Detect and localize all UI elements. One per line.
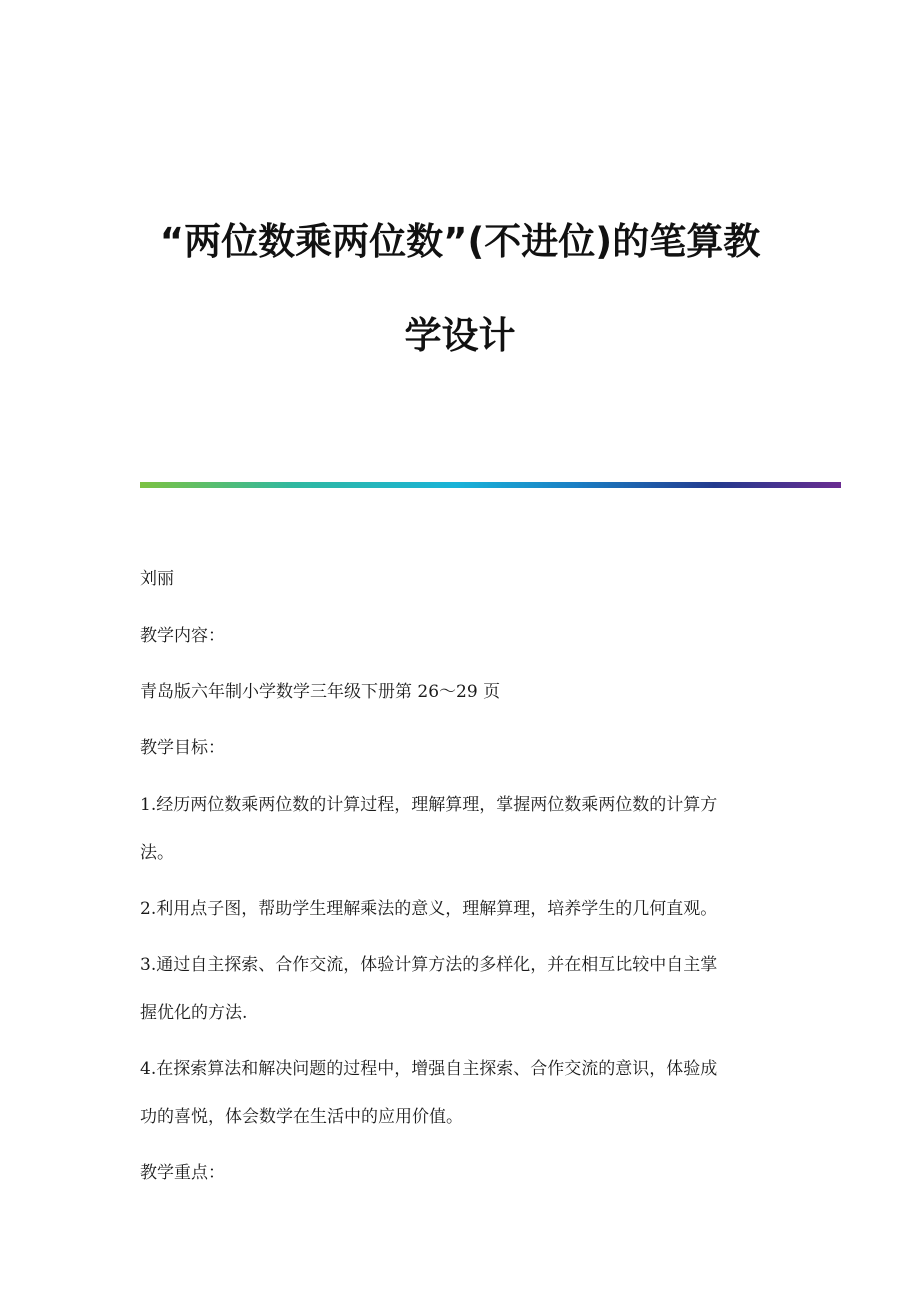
goal-3-line-2: 握优化的方法.	[140, 1003, 248, 1023]
author-name: 刘丽	[140, 569, 174, 589]
key-points-heading: 教学重点：	[140, 1163, 225, 1183]
goal-4-line-1: 4.在探索算法和解决问题的过程中，增强自主探索、合作交流的意识，体验成	[140, 1059, 718, 1079]
goal-4-line-2: 功的喜悦，体会数学在生活中的应用价值。	[140, 1107, 463, 1127]
goal-1-line-1: 1.经历两位数乘两位数的计算过程，理解算理，掌握两位数乘两位数的计算方	[140, 795, 718, 815]
goals-heading: 教学目标：	[140, 738, 225, 758]
gradient-divider	[140, 482, 841, 488]
goal-3-line-1: 3.通过自主探索、合作交流，体验计算方法的多样化，并在相互比较中自主掌	[140, 955, 718, 975]
goal-1-line-2: 法。	[140, 843, 174, 863]
document-title-line-1: “两位数乘两位数”(不进位)的笔算教	[159, 220, 761, 263]
document-title-line-2: 学设计	[404, 314, 516, 357]
content-text: 青岛版六年制小学数学三年级下册第 26～29 页	[140, 682, 501, 702]
goal-2-line-1: 2.利用点子图，帮助学生理解乘法的意义，理解算理，培养学生的几何直观。	[140, 899, 718, 919]
content-heading: 教学内容：	[140, 626, 225, 646]
